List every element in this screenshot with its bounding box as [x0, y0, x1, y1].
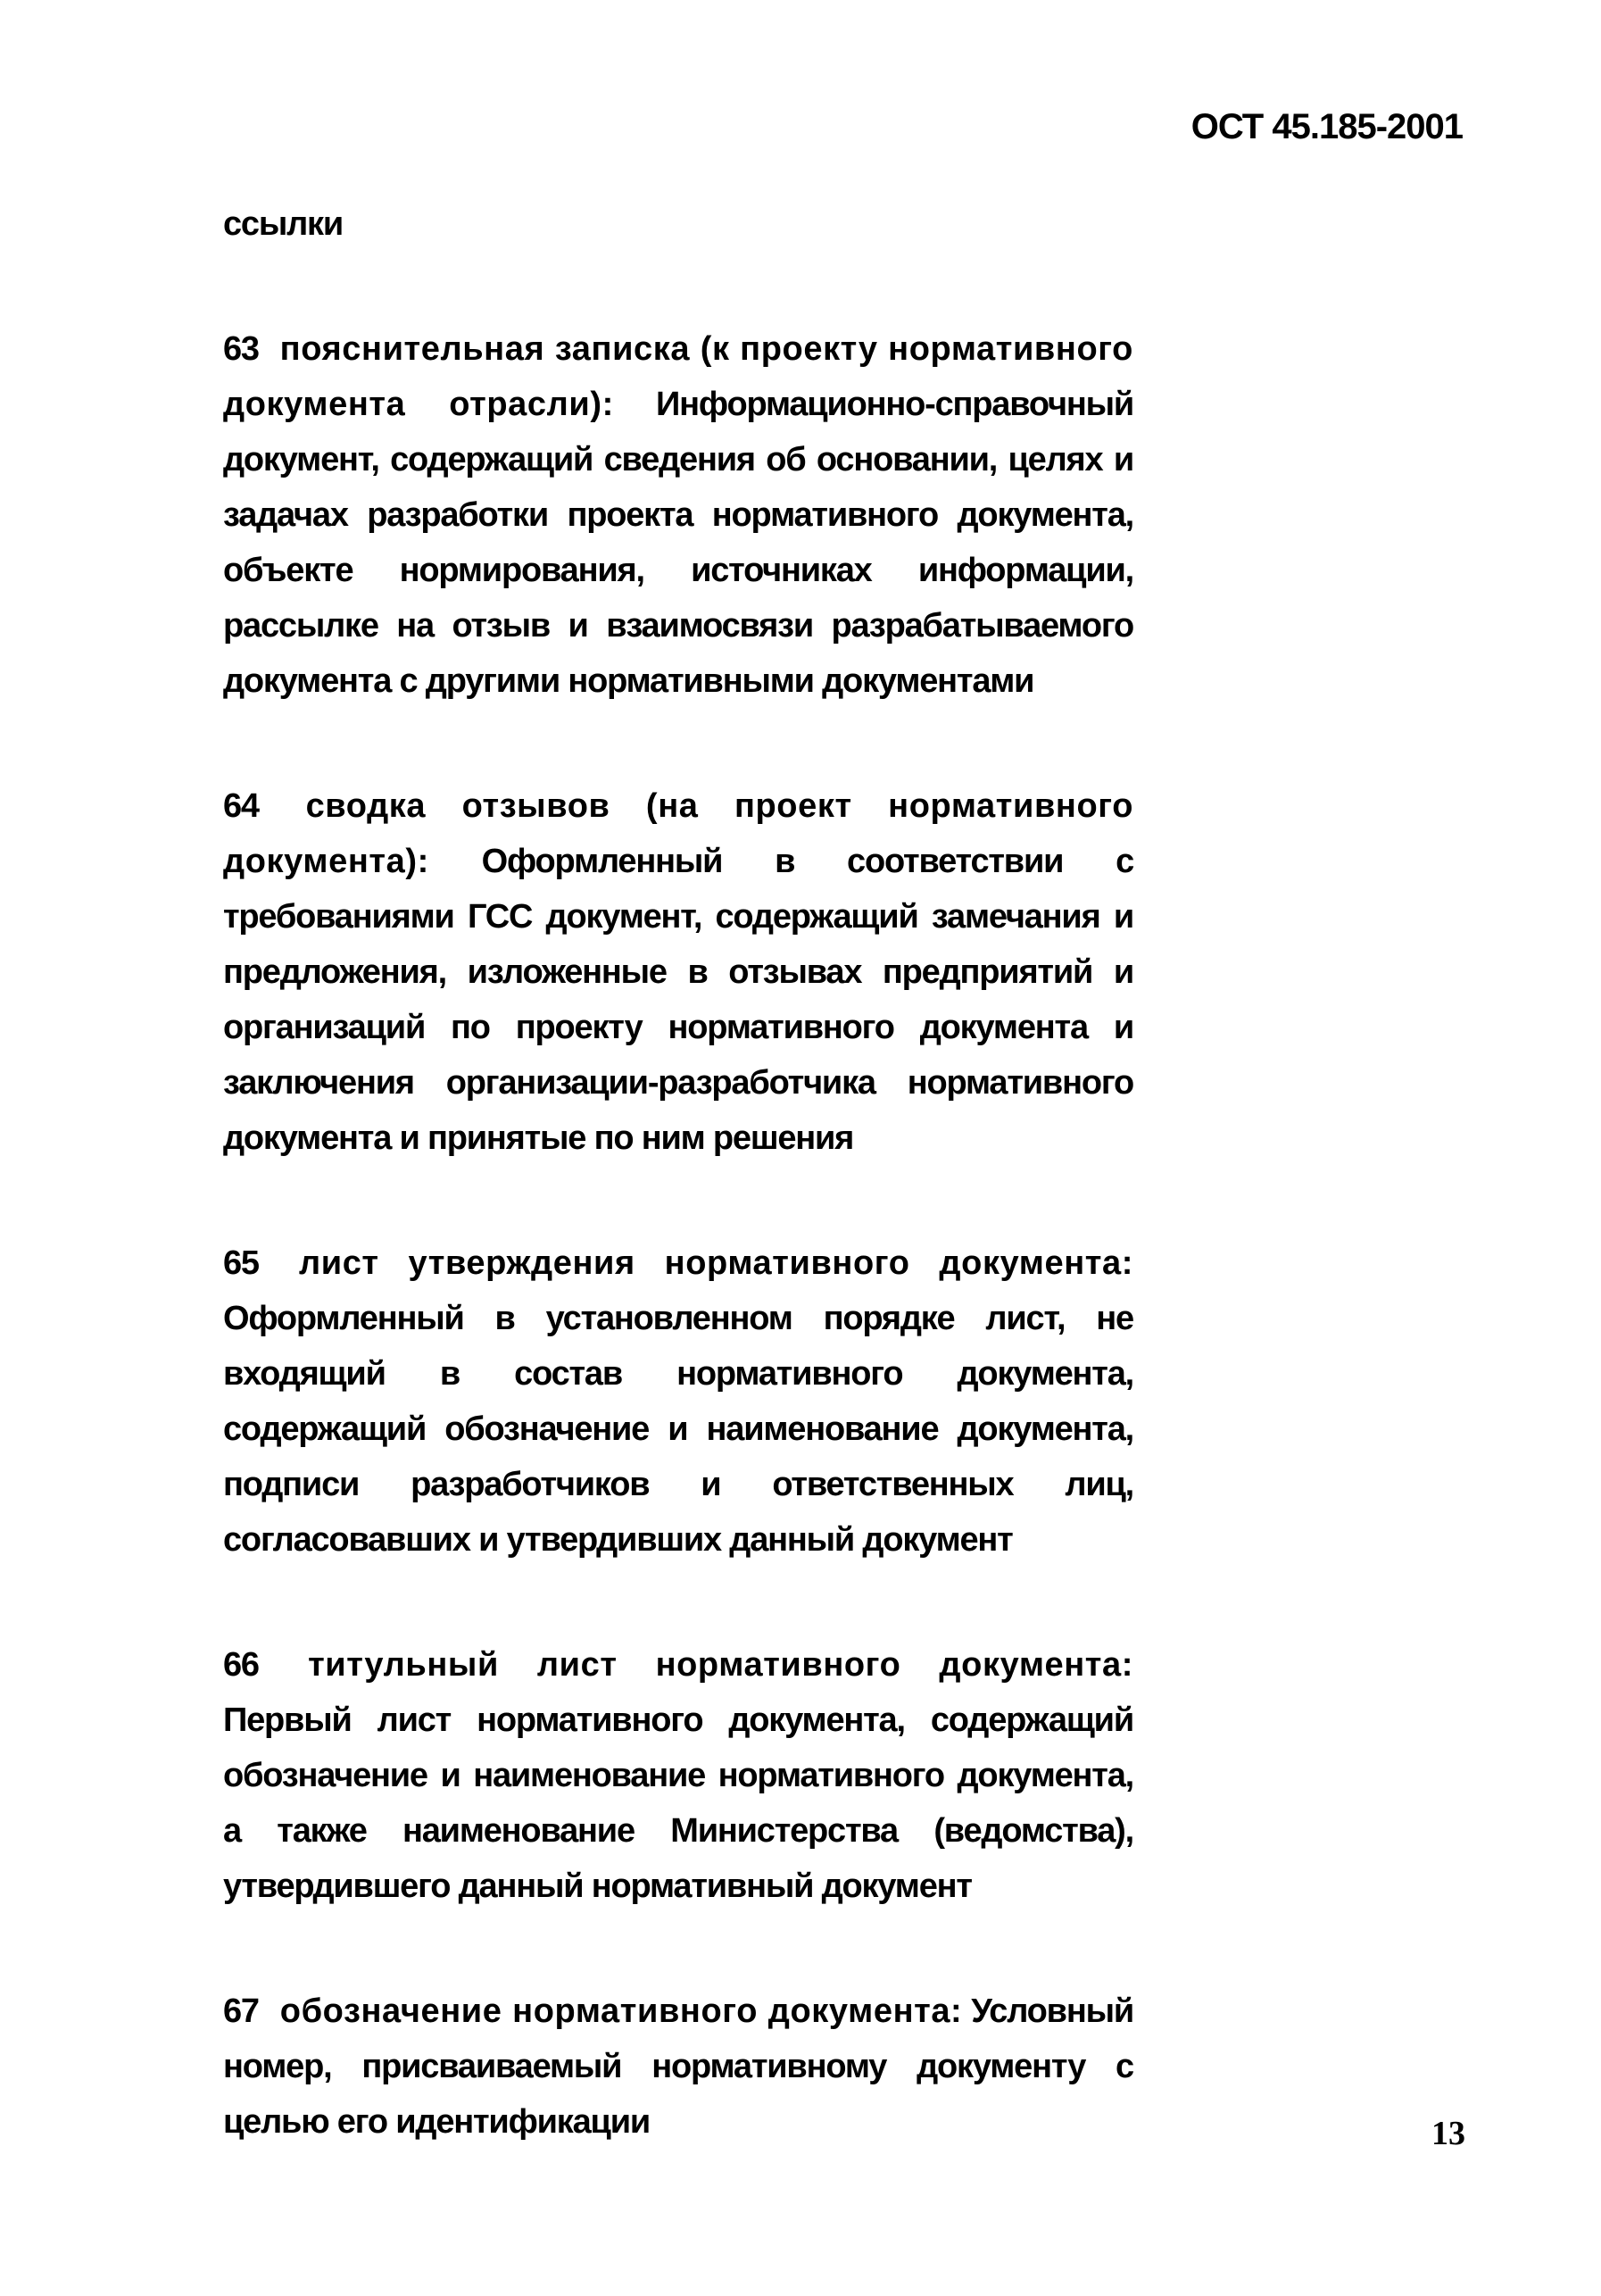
term-title: пояснительная записка (к проекту нормативного документа отрасли):: [223, 330, 1133, 423]
term-definition: Информационно-справочный документ, содержащий сведения об основании, целях и задачах разработки проекта нормативного документа, объекте нормирования, источниках информации, рассылке на отзыв и взаимосвязи разрабатываемого документа с другими нормативными документами: [223, 386, 1133, 700]
term-definition: Оформленный в установленном порядке лист, не входящий в состав нормативного документа, содержащий обозначение и наименование документа, подписи разработчиков и ответственных лиц, согласовавших и утвердивших данный документ: [223, 1300, 1133, 1559]
term-entry-67: [223, 1984, 1133, 2150]
term-number: 63: [223, 330, 259, 368]
continued-text: ссылки: [223, 205, 344, 243]
term-number: 65: [223, 1244, 259, 1282]
term-number: 64: [223, 787, 259, 825]
term-definition: Условный номер, присваиваемый нормативному документу с целью его идентификации: [223, 1992, 1134, 2141]
term-definition: Оформленный в соответствии с требованиями ГСС документ, содержащий замечания и предложения, изложенные в отзывах предприятий и организаций по проекту нормативного документа и заключения организации-разработчика нормативного документа и принятые по ним решения: [223, 843, 1133, 1157]
term-number: 66: [223, 1646, 259, 1684]
term-entry-64: [223, 778, 1133, 1166]
document-code: ОСТ 45.185-2001: [1190, 107, 1463, 146]
term-title: сводка отзывов (на проект нормативного документа):: [223, 787, 1134, 880]
terms-content: [223, 196, 1133, 2219]
term-title: титульный лист нормативного документа:: [308, 1646, 1134, 1684]
term-title: обозначение нормативного документа:: [279, 1992, 963, 2030]
term-entry-63: [223, 321, 1133, 709]
page-number: 13: [1431, 2115, 1465, 2152]
term-entry-65: [223, 1235, 1133, 1568]
term-number: 67: [223, 1992, 259, 2030]
term-entry-66: [223, 1637, 1133, 1914]
term-title: лист утверждения нормативного документа:: [299, 1244, 1134, 1282]
term-definition: Первый лист нормативного документа, содержащий обозначение и наименование нормативного документа, а также наименование Министерства (ведомства), утвердившего данный нормативный документ: [223, 1701, 1133, 1905]
